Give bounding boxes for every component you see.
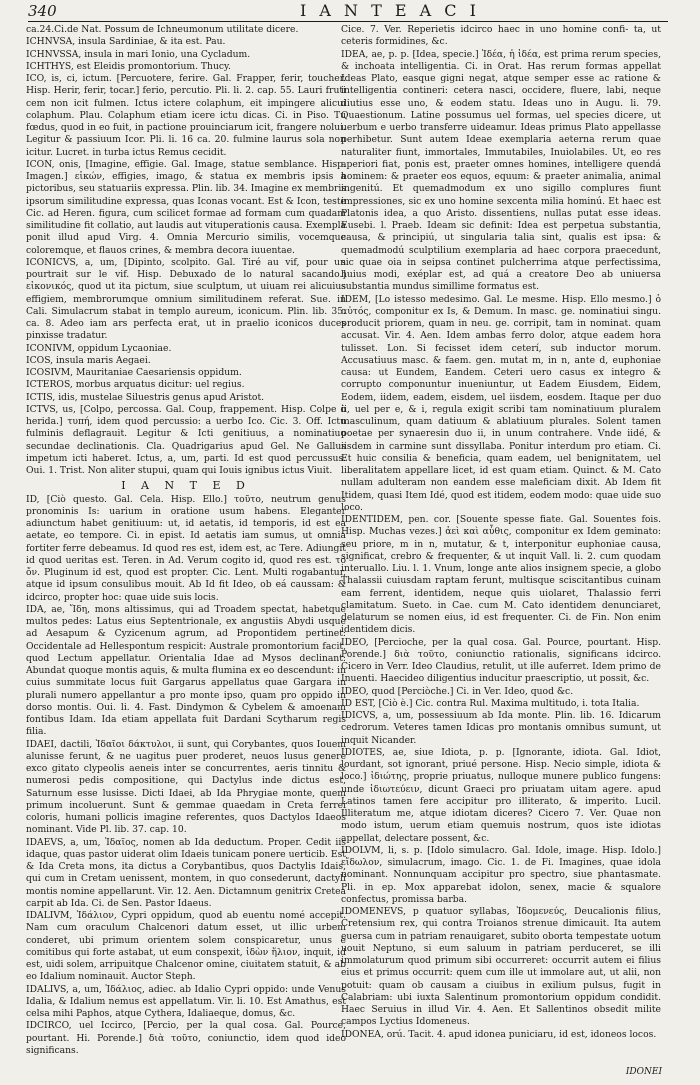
dictionary-entry: ICOS, insula maris Aegaei. [26,354,151,366]
column-gutter [335,24,336,1064]
dictionary-entry: Cice. 7. Ver. Reperietis idcirco haec in uno homine confi- ta, ut ceteris formidines, &c. [341,24,661,48]
dictionary-entry: ID EST, [Ciò è.] Cic. contra Rul. Maxima multitudo, i. tota Italia. [341,697,640,709]
left-column [26,24,346,1064]
dictionary-entry: ICOSIVM, Mauritaniae Caesariensis oppidum. [26,367,242,378]
running-head-title: I A N T E A C I [300,1,480,20]
dictionary-entry: ICHNVSA, insula Sardiniae, & ita est. Pau. [26,36,226,48]
dictionary-entry: IDAEI, dactili, Ἰδαῖοι δάκτυλοι, ii sunt, qui Corybantes, quos Iouem alunisse ferunt, & ne uagitus puer proderet, neuos lusus genere exco gitato clypeolis aeneis inter se concurrentes, aeris tinnitu & numerosi pedis compositione, qui Dactylus inde dictus est, Saturnum esse lusisse. Dicti Idaei, ab Ida Phrygiae monte, quem primum incoluerunt. Sunt & gemmae quaedam in Creta ferrei coloris, humani pollicis imagine referentes, quos Dactylos Idaeos nominant. Vide Pl. lib. 37. cap. 10. [26,738,346,836]
dictionary-entry: IDENTIDEM, pen. cor. [Souente spesse fiate. Gal. Souentes fois. Hisp. Muchas vezes.] ἀεὶ καὶ αὖθις, componitur ex Idem geminato: seu priore, m in n, mutatur, & t, interponitur euphoniae causa, significat, crebro & frequenter, & ut inquit Vall. li. 2. cum quodam interuallo. Liu. l. 1. Vnum, longe ante alios insignem specie, a globo Thalassii cuiusdam raptam ferunt, multisque sciscitantibus cuinam eam ferrent, identidem, neque quis uiolaret, Thalassio ferri clamitatum. Sueto. in Cae. cum M. Cato identidem denunciaret, delaturum se nomen eius, id est frequenter. Ci. de Fin. Non enim identidem dicis. [341,514,661,636]
head-rule [28,21,668,22]
dictionary-entry: IDALIVS, a, um, Ἰδάλιος, adiec. ab Idalio Cypri oppido: unde Venus Idalia, & Idalium nemus est appellatum. Vir. li. 10. Est Amathus, est celsa mihi Paphos, atque Cythera, Idaliaeque, domus, &c. [26,983,346,1019]
left-entries-after-heading [26,494,346,1058]
section-heading: I A N T E D [121,479,251,493]
dictionary-entry: IDIOTES, ae, siue Idiota, p. p. [Ignorante, idiota. Gal. Idiot, lourdant, sot ignorant, priué persone. Hisp. Necio simple, idiota & loco.] ἰδιώτης, proprie priuatus, nulloque munere publico fungens: unde ἰδιωτεύειν, dicunt Graeci pro priuatam uitam agere. apud Latinos tamen fere accipitur pro illiterato, & imperito. Lucil. Illiteratum me, atque idiotam diceres? Cicero 7. Ver. Quae non modo istum, uerum etiam quemuis nostrum, quos iste idiotas appellat, delectare possent, &c. [341,746,661,844]
dictionary-entry: ca.24.Ci.de Nat. Possum de Ichneumonum utilitate dicere. [26,24,299,35]
dictionary-entry: IDEA, ae, p. p. [Idea, specie.] Ἰδέα, ἡ ἰδέα, est prima rerum species, & inchoata intelligentia. Ci. in Orat. Has rerum formas appellat Ideas Plato, easque gigni negat, atque semper esse ac ratione & intelligentia contineri: cetera nasci, occidere, fluere, labi, neque diutius esse uno, & eodem statu. Ideas uno in Augu. li. 79. Quaestionum. Latine possumus uel formas, uel species dicere, ut uerbum e uerbo transferre uideamur. Ideas primus Plato appellasse perhibetur. Sunt autem Ideae exemplaria aeterna rerum quae naturaliter fiunt, immortales, Immutabiles, Inuiolabiles. Ut, eo res aperiori fiat, ponis est, praeter omnes homines, intelligere quendá hominem: & praeter eos equos, equum: & praeter animalia, animal ingenitú. Et quemadmodum ex uno sigillo complures fiunt impressiones, sic ex uno homine sexcenta milia hominú. Et haec est Platonis idea, a quo Aristo. dissentiens, nullas putat esse ideas. Eusebi. l. Praeb. Ideam sic definit: Idea est perpetua substantia, causa, & principiú, ut singularia talia sint, qualis est ipsa: & quemadmodú sculptilium exemplaria ad haec corpora praecedunt, sic quae oia in seipsa continet pulcherrima atque perfectissima, huius modi, exéplar est, ad quá a creatore Deo ab uniuersa substantia mundus simillime formatus est. [341,48,661,293]
dictionary-entry: IDA, ae, Ἴδη, mons altissimus, qui ad Troadem spectat, habetque multos pedes: Latus eius Septentrionale, ex angustiis Abydi usque ad Aesapum & Cyzicenum agrum, ad Propontidem pertinet: Occidentale ad Hellespontum respicit: Australe promontorium facit, quod Lectum appellatur. Orientalia Idae ad Mysos declinant: Abundat quoque montis aquis, & multa flumina ex eo descendunt: in cuius summitate locus fuit Gargarus appellatus quae Gargara in plurali numero appellantur a pro monte ipso, quam pro oppido in dorso montis. Oui. li. 4. Fast. Dindymon & Cybelem & amoenam fontibus Idam. Ida etiam appellata fuit Dardani Scytharum regis filia. [26,603,346,738]
dictionary-entry: IDCIRCO, uel Iccirco, [Percio, per la qual cosa. Gal. Pource, pourtant. Hi. Porende.] διὰ τοῦτο, coniunctio, idem quod ideo significans. [26,1020,346,1056]
dictionary-entry: IDAEVS, a, um, Ἰδαῖος, nomen ab Ida deductum. Proper. Cedit iis idaque, quas pastor uiderat olim Idaeis tunicam ponere uerticib. Est & Ida Creta mons, ita dictus a Corybantibus, quos Dactylis Idais, qui cum in Cretam uenissent, montem, in quo consederunt, dactyli montis nomine appellarunt. Vir. 12. Aen. Dictamnum genitrix Cretea carpit ab Ida. Ci. de Sen. Pastor Idaeus. [26,836,346,909]
dictionary-entry: ICTEROS, morbus arquatus dicitur: uel regius. [26,379,245,391]
dictionary-entry: ICO, is, ci, ictum. [Percuotere, ferire. Gal. Frapper, ferir, toucher. Hisp. Herir, ferir, tocar.] ferio, percutio. Pli. li. 2. cap. 55. Lauri fruti cem non icit fulmen. Ictus ictere colaphum, eit impingere alicui colaphum. Plau. Colaphum etiam icere ictu dicas. Ci. in Piso. Tu fœdus, quod in eo fuit, in pactione prouinciarum icit, frangere nolui. Legitur & passiuum Icor. Pli. li. 16 ca. 20. fulmine laurus sola non icitur. Lucret. in turba ictus Remus cecidit. [26,73,346,158]
dictionary-entry: IDICVS, a, um, possessiuum ab Ida monte. Plin. lib. 16. Idicarum cedrorum. Veteres tamen Idicas pro montanis omnibus sumunt, ut inquit Nicander. [341,710,661,746]
dictionary-entry: ICONIVM, oppidum Lycaoniae. [26,342,172,354]
dictionary-entry: IDONEA, orú. Tacit. 4. apud idonea puniciaru, id est, idoneos locos. [341,1028,657,1040]
dictionary-entry: IDEM, [Lo istesso medesimo. Gal. Le mesme. Hisp. Ello mesmo.] ὁ αὐτός, componitur ex Is, & Demum. In masc. ge. nominatiui singu. producit priorem, quam in neu. ge. corripit, tam in nominat. quam accusat. Vir. 4. Aen. Idem ambas ferro dolor, atque eadem hora tulisset. Lon. Si fecisset idem ceterí, sub inductor morum. Accusatiuus masc. & faem. gen. mutat m, in n, ante d, euphoniae causa: ut Eundem, Eandem. Ceteri uero casus ex integro & corrupto componuntur inueniuntur, ut Eadem Eiusdem, Eidem, Eodem, iidem, eadem, eisdem, uel iisdem, eosdem. Itaque per duo ii, uel per e, & i, regula exigit scribi tam nominatiuum pluralem masculinum, quam datiuum & ablatiuum plurales. Solent tamen poetae per synaeresin duo ii, in unum contrahere. Vnde iidé, & iisdem in carmine sunt dissyllaba. Ponitur interdum pro etiam. Ci. Et huic consilia & beneficia, quam eadem, uel benignitatem, uel liberalitatem appellare licet, id est quam etiam. Quinct. & M. Cato nullam adulteram non eandem esse maleficiam dixit. Ab Idem fit Itidem, quasi Item Idé, quod est itidem, eodem modo: quae uide suo loco. [341,293,661,513]
dictionary-entry: IDEO, quod [Perciòche.] Ci. in Ver. Ideo, quod &c. [341,685,574,697]
running-head [0,0,700,22]
dictionary-entry: IDOLVM, li, s. p. [Idolo simulacro. Gal. Idole, image. Hisp. Idolo.] εἴδωλον, simulacrum, imago. Cic. 1. de Fi. Imagines, quae idola nominant. Nonnunquam accipitur pro spectro, siue phantasmate. Pli. in ep. Mox apparebat idolon, senex, macie & squalore confectus, promissa barba. [341,844,661,905]
dictionary-entry: ICON, onis, [Imagine, effigie. Gal. Image, statue semblance. Hisp. Imagen.] εἰκών, effigies, imago, & statua ex membris ipsis a pictoribus, seu statuariis expressa. Plin. lib. 34. Imagine ex membris ipsorum similitudine expressa, quas Iconas vocant. Est & Icon, teste Cic. ad Heren. figura, cum scilicet formae ad formam cum quadam similitudine fit collatio, aut laudis aut vituperationis causa. Exempla ponit illud apud Virg. 4. Omnia Mercurio similis, vocemque coloremque, et flauos crines, & membra decora iuuentae. [26,158,346,256]
dictionary-entry: ICHNVSSA, insula in mari Ionio, una Cycladum. [26,48,251,60]
right-entries [341,24,661,1041]
right-column [341,24,661,1064]
dictionary-entry: ICTIS, idis, mustelae Siluestris genus apud Aristot. [26,391,265,403]
dictionary-entry: IDEO, [Percioche, per la qual cosa. Gal. Pource, pourtant. Hisp. Porende.] διὰ τοῦτο, coniunctio rationalis, significans idcirco. Cicero in Verr. Ideo Claudius, retulit, ut ille auferret. Idem primo de Inuenti. Haecideo diligentius inducitur praescriptio, ut possit, &c. [341,636,661,685]
catchword: IDONEI [625,1067,662,1077]
dictionary-entry: ICONICVS, a, um, [Dipinto, scolpito. Gal. Tiré au vif, pour un pourtrait sur le vif. Hisp. Debuxado de lo natural sacando.] εἰκονικός, quod ut ita pictum, siue sculptum, ut uiuam rei alicuius effigiem, membrorumque omnium similitudinem referat. Sue. in Cali. Simulacrum stabat in templo aureum, iconicum. Plin. lib. 35. ca. 8. Adeo iam ars perfecta erat, ut in praelio iconicos duces pinxisse tradatur. [26,256,346,342]
left-entries [26,24,346,477]
dictionary-entry: IDOMENEVS, p quatuor syllabas, Ἰδομενεύς, Deucalionis filius, Cretensium rex, qui contra Troianos strenue dimicauit. Ita autem euersa cum in patriam renauigaret, subito oborta tempestate uotum uouit Neptuno, si eum saluum in patriam perduceret, se illi immolaturum quod primum sibi occurreret: occurrit autem ei filius eius et primus occurrit: quem cum ille ut immolare aut, ut alii, non potuit: quam ob causam a ciuibus in exilium pulsus, fugit in Calabriam: ubi iuxta Salentinum promontorium oppidum condidit. Haec Seruius in illud Vir. 4. Aen. Et Sallentinos obsedit milite campos Lyctius Idomeneus. [341,906,661,1028]
dictionary-entry: ID, [Ciò questo. Gal. Cela. Hisp. Ello.] τοῦτο, neutrum genus pronominis Is: uarium in oratione usum habens. Eleganter adiunctum habet genitiuum: ut, id aetatis, id temporis, id est ea aetate, eo tempore. Ci. in epist. Id aetatis iam sumus, ut omnia fortiter ferre debeamus. Id quod res est, idem est, ac Tere. Adiungit id quod ueritas est. Teren. in Ad. Verum cogito id, quod res est. τὸ ὄν. Pluginum id est, quod est propter. Cic. Lent. Multi rogabantur, atque id ipsum consulibus mouit. Ab Id fit Ideo, ob eá caussam: & idcirco, propter hoc: quae uide suis locis. [26,493,346,603]
page-number: 340 [28,2,57,20]
dictionary-entry: ICHTHYS, est Eleidis promontorium. Thucy. [26,60,231,72]
dictionary-entry: ICTVS, us, [Colpo, percossa. Gal. Coup, frappement. Hisp. Colpe ò herida.] τυπή, idem quod percussio: a uerbo Ico. Cic. 3. Off. Ictu fulminis deflagrauit. Legitur & Icti genitiuus, a nominatiuo secundae declinationis. Cla. Quadrigarius apud Gel. Ne Gallus impetum icti haberet. Ictus, a, um, parti. Id est quod percussus. Oui. 1. Trist. Non aliter stupui, quam qui Iouis ignibus ictus Viuit. [26,403,346,476]
dictionary-entry: IDALIVM, Ἰδάλιον, Cypri oppidum, quod ab euentu nomé accepit. Nam cum oraculum Chalcenori datum esset, ut illic urbem conderet, ubi primum orientem solem conspicaretur, unus e comitibus qui forte astabat, ut eum conspexit, ἰδὼν ἥλιον, inquit, id est, uidi solem, arripuitque Chalcenor omine, ciuitatem statuit, & ab eo Idalium nominauit. Auctor Steph. [26,910,346,983]
